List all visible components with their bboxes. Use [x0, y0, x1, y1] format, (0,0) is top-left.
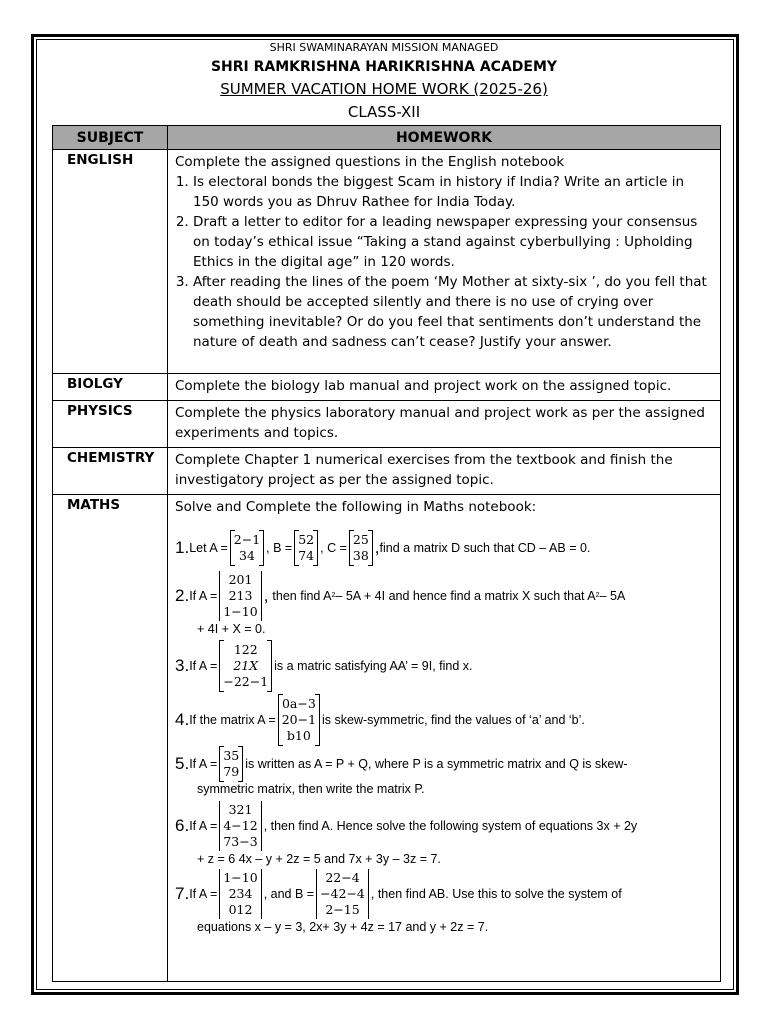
question-text: If A =: [189, 887, 218, 901]
subject-chemistry: CHEMISTRY: [53, 448, 168, 495]
subject-biology: BIOLGY: [53, 374, 168, 401]
question-text: If A =: [189, 589, 218, 603]
maths-question-7: [175, 869, 714, 919]
english-question-list: [175, 172, 714, 352]
matrix-row: b10: [286, 728, 311, 743]
matrix-row: 38: [352, 548, 369, 563]
question-comma: ,: [374, 538, 380, 557]
maths-question-4: [175, 695, 714, 745]
question-text: – 5A: [599, 589, 626, 603]
matrix-row: 74: [298, 548, 315, 563]
biology-row: [53, 374, 721, 401]
matrix-a: [219, 747, 243, 781]
matrix-row: −22−1: [223, 674, 269, 689]
homework-column-header: HOMEWORK: [168, 126, 721, 150]
homework-table: [52, 125, 721, 982]
subject-column-header: SUBJECT: [53, 126, 168, 150]
maths-question-5: [175, 747, 714, 781]
matrix-a: [219, 869, 261, 919]
matrix-a: [219, 801, 261, 851]
subject-maths: MATHS: [53, 495, 168, 982]
matrix-row: 321: [228, 802, 253, 817]
maths-question-2: [175, 571, 714, 621]
matrix-row: 234: [228, 886, 253, 901]
question-continuation: symmetric matrix, then write the matrix P.: [197, 782, 425, 796]
question-text: , and B =: [263, 887, 315, 901]
matrix-row: 79: [223, 764, 240, 779]
question-text: , then find A. Hence solve the following system of equations 3x + 2y: [263, 819, 638, 833]
english-question: 3. After reading the lines of the poem ‘My Mother at sixty-six ’, do you fell that death should be accepted silently and there is no use of crying over something inevitable? Or do you feel that sentiments don’t understand the nature of death and sadness can’t cease? Justify your answer.: [193, 272, 714, 352]
question-continuation: + z = 6 4x – y + 2z = 5 and 7x + 3y – 3z = 7.: [197, 852, 441, 866]
question-number: 2.: [175, 586, 190, 605]
matrix-row: 73−3: [223, 834, 258, 849]
english-row: [53, 150, 721, 374]
matrix-row: 52: [298, 532, 315, 547]
header-class: CLASS-XII: [347, 103, 421, 121]
header-school-name: SHRI RAMKRISHNA HARIKRISHNA ACADEMY: [210, 59, 558, 75]
matrix-row: 2−1: [233, 532, 261, 547]
header-management: SHRI SWAMINARAYAN MISSION MANAGED: [269, 41, 499, 54]
question-number: 1.: [175, 538, 190, 557]
question-continuation: + 4I + X = 0.: [197, 622, 266, 636]
english-intro: Complete the assigned questions in the English notebook: [175, 154, 565, 170]
subject-physics: PHYSICS: [53, 401, 168, 448]
matrix-row: 21X: [233, 658, 259, 673]
question-text: Let A =: [189, 541, 228, 555]
question-text: is a matric satisfying AA’ = 9I, find x.: [274, 659, 473, 673]
question-text: is written as A = P + Q, where P is a symmetric matrix and Q is skew-: [245, 757, 628, 771]
matrix-row: 35: [223, 748, 240, 763]
maths-question-1: [175, 531, 714, 565]
question-number: 3.: [175, 656, 190, 675]
homework-maths: [168, 495, 721, 982]
maths-intro: Solve and Complete the following in Maths notebook:: [175, 499, 537, 515]
matrix-a: [278, 695, 320, 745]
question-text: If the matrix A =: [189, 713, 276, 727]
matrix-c: [349, 531, 373, 565]
matrix-row: 25: [352, 532, 369, 547]
superscript: 2: [331, 592, 336, 599]
matrix-a: [219, 571, 261, 621]
superscript: 2: [595, 592, 600, 599]
question-comma: ,: [263, 586, 269, 605]
matrix-row: 213: [228, 588, 253, 603]
homework-biology: Complete the biology lab manual and project work on the assigned topic.: [168, 374, 721, 401]
matrix-row: 201: [228, 572, 253, 587]
matrix-row: 122: [233, 642, 258, 657]
homework-english: [168, 150, 721, 374]
matrix-row: 34: [239, 548, 255, 563]
question-text: If A =: [189, 757, 218, 771]
matrix-a: [219, 641, 272, 691]
physics-row: [53, 401, 721, 448]
matrix-row: 20−1: [281, 712, 317, 727]
question-number: 7.: [175, 884, 190, 903]
table-header-row: [53, 126, 721, 150]
subject-english: ENGLISH: [53, 150, 168, 374]
matrix-row: 22−4: [325, 870, 360, 885]
question-number: 5.: [175, 754, 190, 773]
question-number: 6.: [175, 816, 190, 835]
homework-physics: Complete the physics laboratory manual and project work as per the assigned experiments and topics.: [168, 401, 721, 448]
english-question: 1. Is electoral bonds the biggest Scam in history if India? Write an article in 150 words you as Dhruv Rathee for India Today.: [193, 172, 714, 212]
matrix-row: 0a−3: [281, 696, 316, 711]
question-text: , C =: [320, 541, 347, 555]
question-text: is skew-symmetric, find the values of ‘a’ and ‘b’.: [322, 713, 585, 727]
question-text: If A =: [189, 659, 218, 673]
matrix-a: [230, 531, 264, 565]
chemistry-row: [53, 448, 721, 495]
maths-row: [53, 495, 721, 982]
matrix-row: 1−10: [223, 604, 258, 619]
question-text: – 5A + 4I and hence find a matrix X such that A: [335, 589, 596, 603]
question-text: If A =: [189, 819, 218, 833]
homework-chemistry: Complete Chapter 1 numerical exercises from the textbook and finish the investigatory project as per the assigned topic.: [168, 448, 721, 495]
matrix-row: −42−4: [320, 886, 365, 901]
question-continuation: equations x – y = 3, 2x+ 3y + 4z = 17 and y + 2z = 7.: [197, 920, 489, 934]
english-question: 2. Draft a letter to editor for a leading newspaper expressing your consensus on today’s ethical issue “Taking a stand against cyberbullying : Upholding Ethics in the digital age” in 120 words.: [193, 212, 714, 272]
question-text: , B =: [266, 541, 293, 555]
question-text: then find A: [272, 589, 332, 603]
maths-question-6: [175, 801, 714, 851]
matrix-row: 1−10: [223, 870, 258, 885]
matrix-b: [294, 531, 318, 565]
maths-question-3: [175, 641, 714, 691]
matrix-b: [316, 869, 369, 919]
matrix-row: 4−12: [223, 818, 258, 833]
question-text: , then find AB. Use this to solve the system of: [370, 887, 622, 901]
matrix-row: 2−15: [325, 902, 360, 917]
header-title: SUMMER VACATION HOME WORK (2025-26): [220, 80, 548, 98]
matrix-row: 012: [228, 902, 253, 917]
question-number: 4.: [175, 710, 190, 729]
question-text: find a matrix D such that CD – AB = 0.: [379, 541, 591, 555]
